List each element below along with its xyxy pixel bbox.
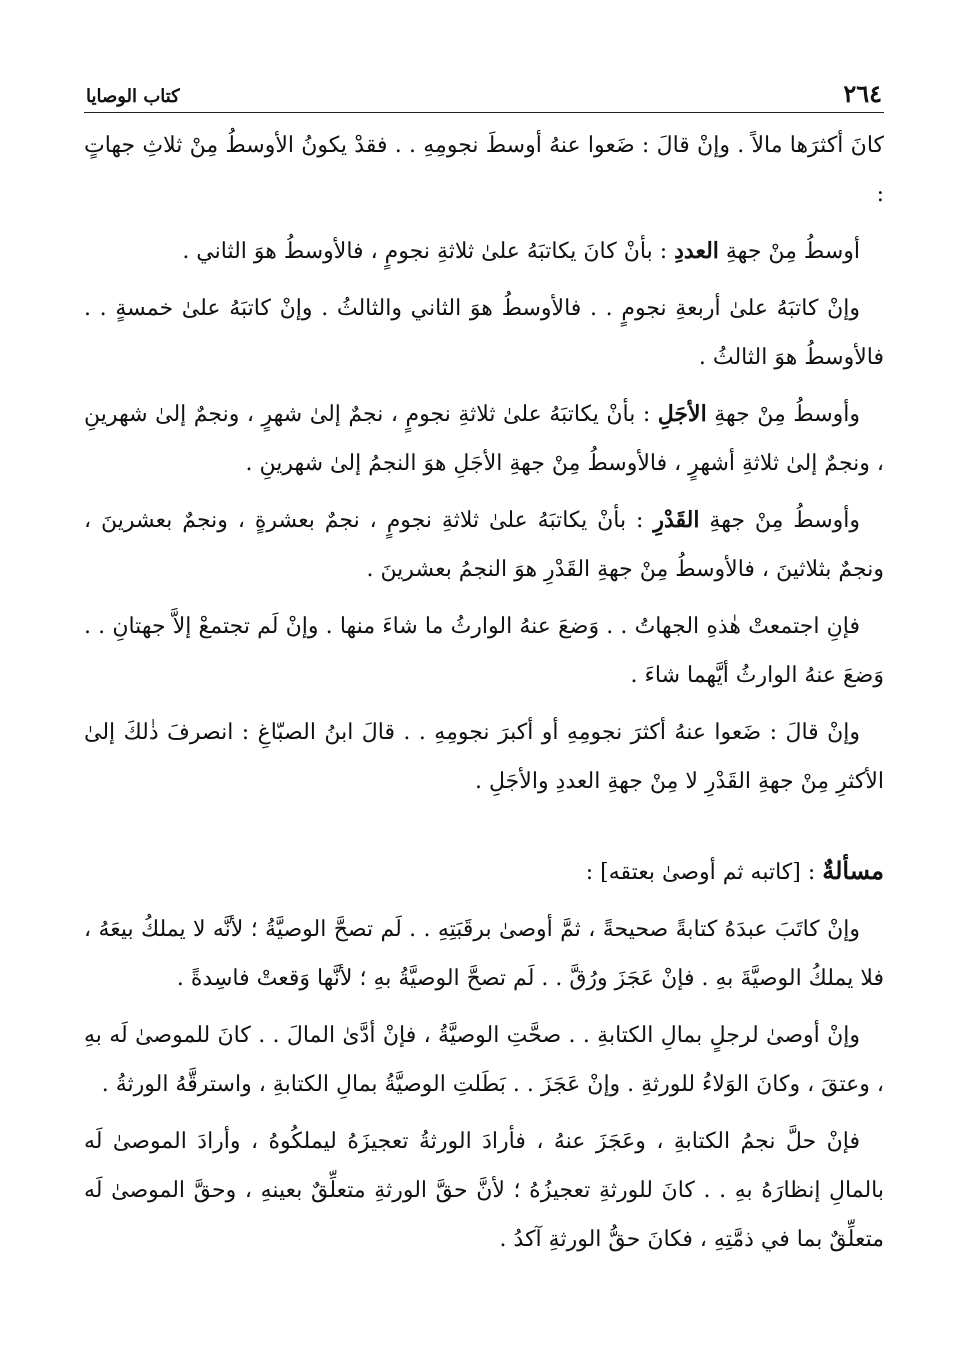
paragraph [84, 121, 884, 219]
text-run: : بأنْ يكاتبَهُ علىٰ ثلاثةِ نجومٍ ، نجمٌ بعشرةٍ ، ونجمٌ بعشرينَ ، ونجمٌ بثلاثينَ ، فالأوسطُ مِنْ جهةِ القَدْرِ هوَ النجمُ بعشرينَ . [84, 508, 884, 582]
paragraph [84, 1117, 884, 1264]
paragraph [84, 708, 884, 806]
text-run: أوسطُ مِنْ جهةِ [718, 239, 860, 264]
page-body [84, 121, 884, 1264]
text-run: وإنْ أوصىٰ لرجلٍ بمالِ الكتابةِ . . صحَّتِ الوصيَّةُ ، فإنْ أدَّىٰ المالَ . . كانَ للموصىٰ لَه بهِ ، وعتقَ ، وكانَ الوَلاءُ للورثةِ . وإنْ عَجَزَ . . بَطَلتِ الوصيَّةُ بمالِ الكتابةِ ، واسترقَّهُ الورثةُ . [84, 1023, 884, 1097]
text-run: وأوسطُ مِنْ جهةِ [706, 402, 860, 427]
text-run: وأوسطُ مِنْ جهةِ [699, 508, 860, 533]
text-run: فإنِ اجتمعتْ هٰذهِ الجهاتُ . . وَضعَ عنهُ الوارثُ ما شاءَ منها . وإنْ لَم تجتمعْ إلاَّ جهتانِ . . وَضعَ عنهُ الوارثُ أيَّهما شاءَ . [84, 614, 884, 688]
paragraph [84, 1011, 884, 1109]
running-title: كتاب الوصايا [86, 86, 180, 107]
paragraph [84, 284, 884, 382]
paragraph [84, 602, 884, 700]
text-run: : بأنْ يكاتبَهُ علىٰ ثلاثةِ نجومٍ ، نجمٌ إلىٰ شهرٍ ، ونجمٌ إلىٰ شهرينِ ، ونجمٌ إلىٰ ثلاثةِ أشهرٍ ، فالأوسطُ مِنْ جهةِ الأجَلِ هوَ النجمُ إلىٰ شهرينِ . [84, 402, 884, 476]
text-run: وإنْ كاتَبَ عبدَهُ كتابةً صحيحةً ، ثمَّ أوصىٰ برقَبَتِهِ . . لَم تصحَّ الوصيَّةُ ؛ لأنَّه لا يملكُ بيعَهُ ، فلا يملكُ الوصيَّةَ بهِ . فإنْ عَجَزَ ورُقَّ . . لَم تصحَّ الوصيَّةُ بهِ ؛ لأنَّها وَقعتْ فاسِدةً . [84, 917, 884, 991]
text-run: : بأنْ كانَ يكاتبَهُ علىٰ ثلاثةِ نجومٍ ، فالأوسطُ هوَ الثاني . [182, 239, 675, 264]
section-heading [84, 846, 884, 897]
book-page [84, 72, 884, 1272]
text-run: وإنْ قالَ : ضَعوا عنهُ أكثرَ نجومِهِ أو أكبرَ نجومِهِ . . قالَ ابنُ الصبّاغِ : انصرفَ ذٰلكَ إلىٰ الأكثرِ مِنْ جهةِ القَدْرِ لا مِنْ جهةِ العددِ والأجَلِ . [84, 720, 884, 794]
paragraph [84, 390, 884, 488]
page-number: ٢٦٤ [843, 79, 882, 108]
page-header [84, 72, 884, 113]
bold-term: الأجَلِ [657, 401, 707, 427]
text-run: : [كاتبه ثم أوصىٰ بعتقه] : [585, 860, 823, 885]
bold-term: العددِ [674, 238, 719, 264]
text-run: وإنْ كاتبَهُ علىٰ أربعةِ نجومٍ . . فالأوسطُ هوَ الثاني والثالثُ . وإنْ كاتبَهُ علىٰ خمسةٍ . . فالأوسطُ هوَ الثالثُ . [84, 296, 884, 370]
text-run: فإنْ حلَّ نجمُ الكتابةِ ، وعَجَزَ عنهُ ، فأرادَ الورثةُ تعجيزَهُ ليملكُوهُ ، وأرادَ الموصىٰ لَه بالمالِ إنظارَهُ بهِ . . كانَ للورثةِ تعجيزُهُ ؛ لأنَّ حقَّ الورثةِ متعلِّقٌ بعينهِ ، وحقَّ الموصىٰ لَه متعلِّقٌ بما في ذمَّتِهِ ، فكانَ حقُّ الورثةِ آكدُ . [84, 1129, 884, 1252]
paragraph [84, 905, 884, 1003]
paragraph [84, 496, 884, 594]
bold-term: القَدْرِ [653, 507, 700, 533]
text-run: كانَ أكثرَها مالاً . وإنْ قالَ : ضَعوا عنهُ أوسطَ نجومِهِ . . فقدْ يكونُ الأوسطُ مِنْ ثلاثِ جهاتٍ : [84, 133, 884, 207]
paragraph [84, 227, 884, 276]
bold-term: مسألةٌ [822, 856, 884, 885]
